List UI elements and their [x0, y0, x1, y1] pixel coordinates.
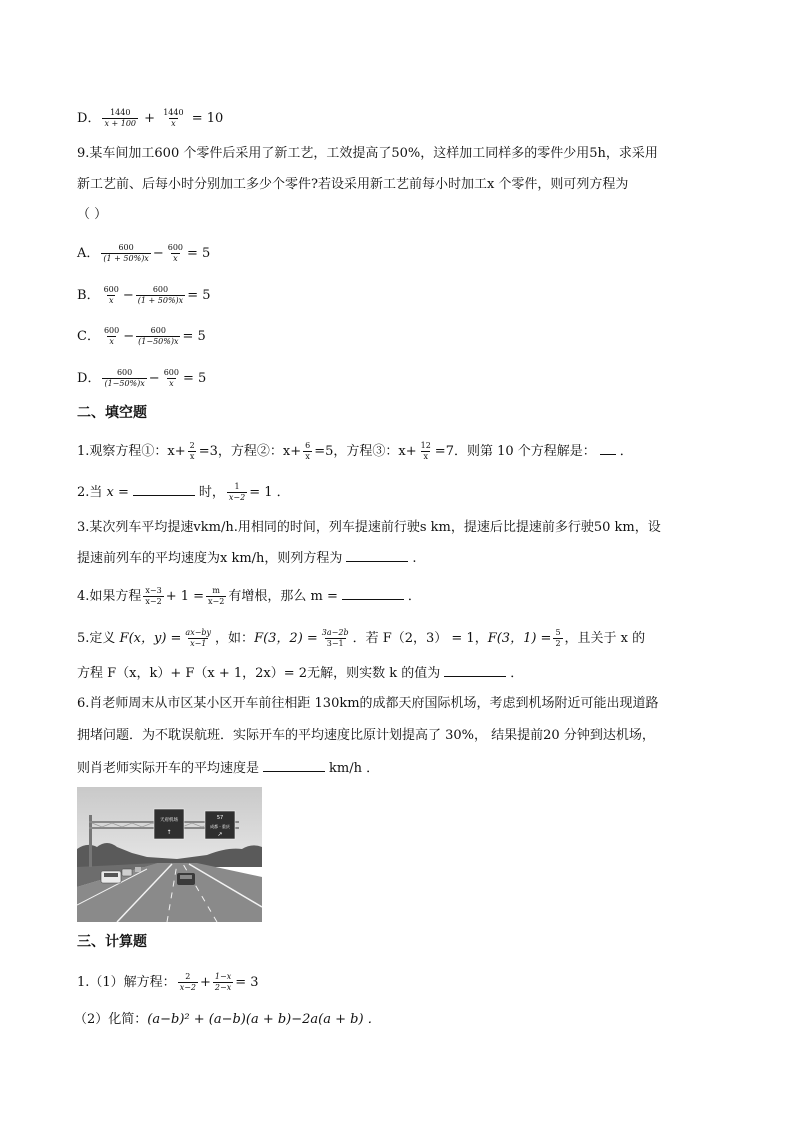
svg-text:↑: ↑	[166, 829, 172, 836]
q9-option-b: B． $\frac{600}{x}$ − $\frac{600}{(1 + 50\%)x}$ = 5	[77, 285, 211, 305]
section-title-fill-in: 二、填空题	[77, 405, 147, 421]
car	[135, 867, 141, 872]
q9-text-line3: （ ）	[77, 207, 108, 222]
fill-q6-line2: 拥堵问题．为不耽误航班．实际开车的平均速度比原计划提高了 30%， 结果提前20 分钟到达机场，	[77, 728, 655, 743]
highway-photo	[77, 787, 262, 922]
svg-text:↗: ↗	[217, 831, 223, 838]
section-title-calculation: 三、计算题	[77, 934, 147, 950]
fill-q1: 1.观察方程①：x+ $\frac{2}{x}$ =3，方程②：x+ $\frac{6}{x}$ =5，方程③：x+ $\frac{12}{x}$ =7．则第 10 个方程解是： ．	[77, 441, 633, 461]
calc-q1: 1.（1）解方程： $\frac{2}{x-2}$ + $\frac{1-x}{2-x}$ = 3	[77, 972, 259, 992]
svg-text:成都 · 重庆: 成都 · 重庆	[210, 824, 230, 829]
fill-q3-line1: 3.某次列车平均提速vkm/h.用相同的时间，列车提速前行驶s km，提速后比提速前多行驶50 km，设	[77, 520, 661, 535]
calc-q2: （2）化简：(a−b)² + (a−b)(a + b)−2a(a + b) ．	[74, 1012, 381, 1027]
fill-q2: 2.当 x = 时， $\frac{1}{x-2}$ = 1 ．	[77, 482, 290, 502]
answer-blank[interactable]	[600, 441, 616, 455]
q9-text-line2: 新工艺前、后每小时分别加工多少个零件?若设采用新工艺前每小时加工x 个零件，则可列方程为	[77, 177, 629, 192]
fill-q5-line2: 方程 F（x，k）+ F（x + 1，2x）= 2无解，则实数 k 的值为 ．	[77, 663, 523, 684]
car	[122, 869, 132, 876]
fill-q3-line2: 提速前列车的平均速度为x km/h，则列方程为 .	[77, 548, 417, 569]
q9-option-a: A． $\frac{600}{(1 + 50\%)x}$ − $\frac{600}{x}$ = 5	[77, 243, 211, 263]
fill-q6-line1: 6.肖老师周末从市区某小区开车前往相距 130km的成都天府国际机场，考虑到机场附近可能出现道路	[77, 696, 659, 711]
fill-q6-line3: 则肖老师实际开车的平均速度是 km/h ．	[77, 758, 379, 779]
svg-text:天府机场: 天府机场	[160, 818, 178, 823]
answer-blank[interactable]	[346, 548, 408, 562]
q9-option-c: C． $\frac{600}{x}$ − $\frac{600}{(1-50\%)x}$ = 5	[77, 326, 206, 346]
svg-text:57: 57	[216, 815, 224, 821]
fill-q4: 4.如果方程 $\frac{x-3}{x-2}$ + 1 = $\frac{m}{x-2}$ 有增根，那么 m = ．	[77, 586, 421, 606]
highway-illustration	[77, 787, 262, 922]
fraction: $\frac{1440}{x + 100}$	[104, 108, 137, 128]
q9-text-line1: 9.某车间加工600 个零件后采用了新工艺，工效提高了50%，这样加工同样多的零件少用5h，求采用	[77, 146, 658, 161]
answer-blank[interactable]	[133, 482, 195, 496]
q9-option-d: D． $\frac{600}{(1-50\%)x}$ − $\frac{600}{x}$ = 5	[77, 368, 207, 388]
answer-blank[interactable]	[263, 758, 325, 772]
answer-blank[interactable]	[342, 586, 404, 600]
fraction: $\frac{1440}{x}$	[163, 108, 184, 128]
answer-blank[interactable]	[444, 663, 506, 677]
q8-option-d: D． $\frac{1440}{x + 100}$ + $\frac{1440}{x}$ = 10	[77, 108, 224, 128]
fill-q5-line1: 5.定义 F(x，y) = $\frac{ax-by}{x-1}$ ，如：F(3，2) = $\frac{3a-2b}{3-1}$ ．若 F（2，3） = 1，F(3，1) = $\frac{5}{2}$ ，且关于 x 的	[77, 628, 646, 648]
